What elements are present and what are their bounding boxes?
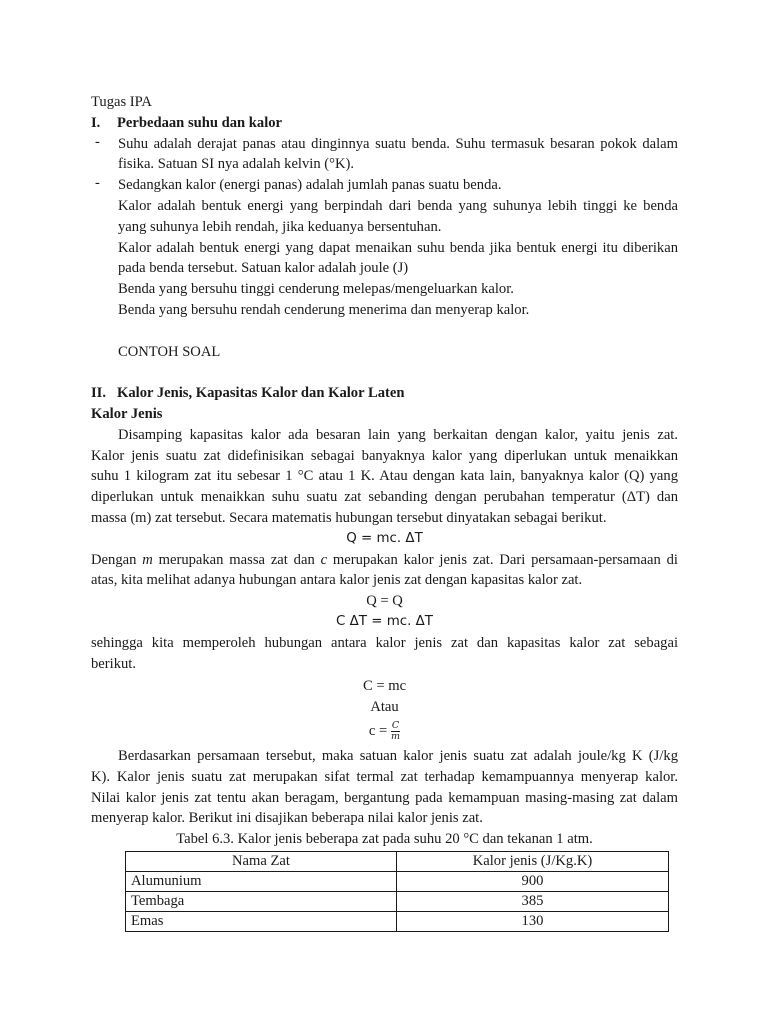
- bullet-item-kalor: [91, 175, 678, 321]
- table-header-row: [126, 851, 669, 871]
- text-line: Berdasarkan persamaan tersebut, maka satuan kalor jenis suatu zat adalah joule/kg K (J/kg: [118, 747, 678, 764]
- column-header: Kalor jenis (J/Kg.K): [397, 851, 669, 871]
- var-m: m: [142, 551, 153, 568]
- fraction: $\frac{C}{m}$: [390, 720, 400, 743]
- section-title: Perbedaan suhu dan kalor: [117, 114, 283, 131]
- text-line: atas, kita melihat adanya hubungan antara kalor jenis zat dengan kapasitas kalor zat.: [91, 572, 583, 589]
- section-2-heading: [91, 383, 678, 404]
- subheading-kalor-jenis: Kalor Jenis: [91, 405, 163, 422]
- section-number: II.: [91, 385, 107, 402]
- text-line: Suhu adalah derajat panas atau dinginnya suatu benda. Suhu termasuk besaran pokok dalam: [118, 135, 678, 152]
- text-line: sehingga kita memperoleh hubungan antara kalor jenis zat dan kapasitas kalor zat sebagai: [91, 634, 678, 651]
- section-1-heading: [91, 113, 678, 134]
- text-line: diperlukan untuk menaikkan suhu suatu zat sebanding dengan perubahan temperatur (ΔT) dan: [91, 489, 678, 506]
- kalor-jenis-table: [125, 851, 669, 932]
- table-cell: Emas: [126, 911, 397, 931]
- text-line: Sedangkan kalor (energi panas) adalah jumlah panas suatu benda.: [118, 177, 502, 194]
- table-row: [126, 871, 669, 891]
- text-line: K). Kalor jenis suatu zat merupakan sifat termal zat terhadap kemampuannya menyerap kalor.: [91, 768, 678, 785]
- text-line: Benda yang bersuhu rendah cenderung menerima dan menyerap kalor.: [118, 301, 530, 318]
- table-cell: 385: [397, 891, 669, 911]
- text-line: Kalor jenis suatu zat didefinisikan sebagai banyaknya kalor yang diperlukan untuk menaikkan: [91, 447, 678, 464]
- text-line: Kalor adalah bentuk energi yang berpindah dari benda yang suhunya lebih tinggi ke benda: [118, 197, 678, 214]
- equation-heat: Q = mc. ΔT: [346, 530, 423, 546]
- paragraph-relation: [91, 633, 678, 675]
- section-title: Kalor Jenis, Kapasitas Kalor dan Kalor Laten: [117, 385, 405, 402]
- table-cell: Tembaga: [126, 891, 397, 911]
- table-cell: Alumunium: [126, 871, 397, 891]
- equation-c-mc: C = mc: [362, 678, 407, 695]
- text-line: menyerap kalor. Berikut ini disajikan beberapa nilai kalor jenis zat.: [91, 810, 483, 827]
- table-caption: Tabel 6.3. Kalor jenis beberapa zat pada suhu 20 °C dan tekanan 1 atm.: [176, 831, 593, 848]
- equation-q-eq-q: Q = Q: [366, 593, 403, 610]
- text-line: Dengan m merupakan massa zat dan c merupakan kalor jenis zat. Dari persamaan-persamaan di: [91, 551, 678, 568]
- text-line: pada benda tersebut. Satuan kalor adalah joule (J): [118, 260, 409, 277]
- bullet-item-suhu: [91, 134, 678, 176]
- text-line: Nilai kalor jenis zat tentu akan beragam, bergantung pada kemampuan masing-masing zat dalam: [91, 789, 678, 806]
- text-line: Benda yang bersuhu tinggi cenderung melepas/mengeluarkan kalor.: [118, 281, 514, 298]
- text-line: massa (m) zat tersebut. Secara matematis hubungan tersebut dinyatakan sebagai berikut.: [91, 509, 607, 526]
- paragraph-definition: [91, 425, 678, 529]
- text-line: fisika. Satuan SI nya adalah kelvin (°K).: [118, 156, 355, 173]
- atau-label: Atau: [370, 699, 399, 716]
- bullet-dash: -: [95, 175, 100, 192]
- text-line: suhu 1 kilogram zat itu sebesar 1 °C atau 1 K. Atau dengan kata lain, banyaknya kalor (Q) yang: [91, 468, 678, 485]
- equation-capacity: C ΔT = mc. ΔT: [336, 613, 433, 629]
- text-line: berikut.: [91, 655, 136, 672]
- bullet-dash: -: [95, 133, 100, 150]
- contoh-soal-label: CONTOH SOAL: [118, 343, 221, 360]
- column-header: Nama Zat: [126, 851, 397, 871]
- paragraph-units: [91, 746, 678, 829]
- equation-fraction: c = $\frac{C}{m}$: [368, 720, 400, 743]
- text-line: Disamping kapasitas kalor ada besaran lain yang berkaitan dengan kalor, yaitu jenis zat.: [118, 426, 678, 443]
- doc-title: Tugas IPA: [91, 94, 152, 110]
- table-cell: 130: [397, 911, 669, 931]
- var-c: c: [320, 551, 328, 568]
- section-number: I.: [91, 114, 101, 131]
- document-page: [91, 92, 678, 932]
- paragraph-variables: [91, 550, 678, 592]
- table-row: [126, 891, 669, 911]
- table-cell: 900: [397, 871, 669, 891]
- text-line: yang suhunya lebih rendah, jika keduanya bersentuhan.: [118, 218, 442, 235]
- text-line: Kalor adalah bentuk energi yang dapat menaikan suhu benda jika bentuk energi itu diberikan: [118, 239, 678, 256]
- table-row: [126, 911, 669, 931]
